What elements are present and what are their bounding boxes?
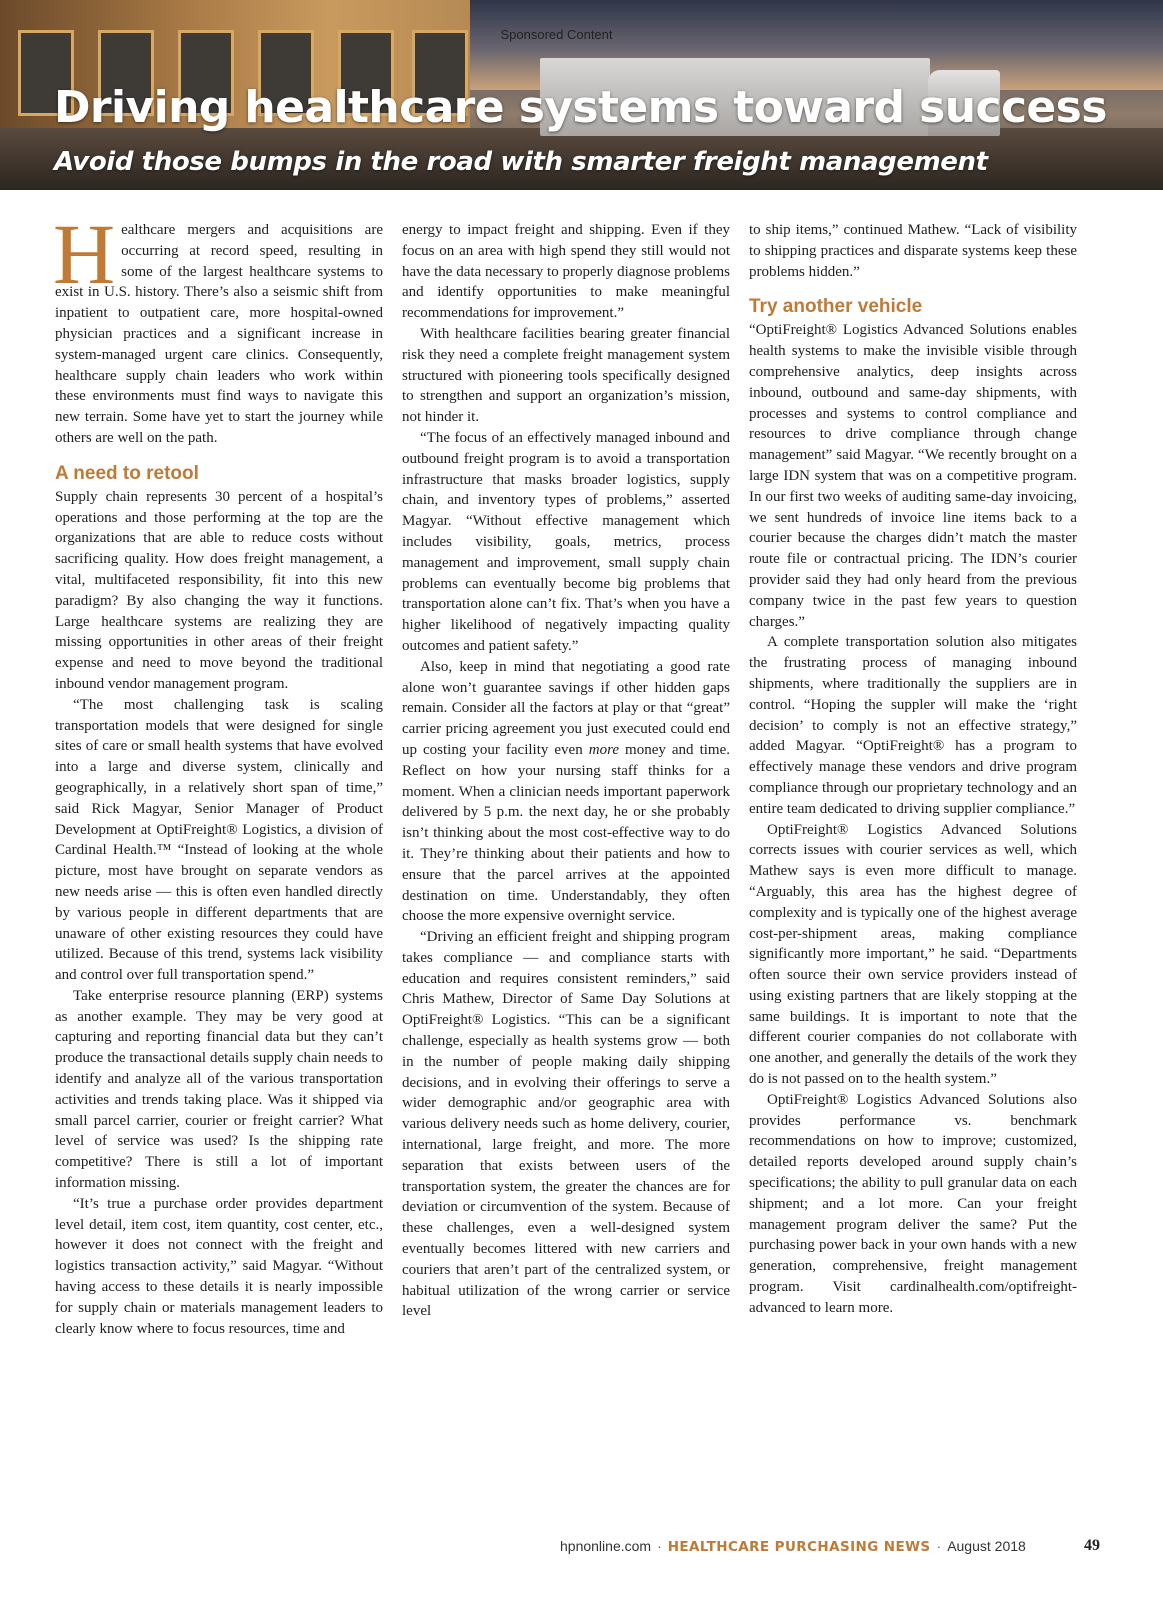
page-footer bbox=[560, 1538, 1100, 1555]
footer-site-link[interactable]: hpnonline.com bbox=[560, 1538, 652, 1554]
issue-date: August 2018 bbox=[947, 1538, 1026, 1554]
paragraph: Healthcare mergers and acquisitions are occurring at record speed, resulting in some of the largest healthcare systems to exist in U.S. history. There’s also a seismic shift from inpatient to outpatient care, more hospital-owned physician practices and a significant increase in system-managed urgent care clinics. Consequently, healthcare supply chain leaders who work within these environments must find ways to navigate this new terrain. Some have yet to start the journey while others are well on the path. bbox=[53, 206, 383, 446]
paragraph: “OptiFreight® Logistics Advanced Solutions enables health systems to make the invisible visible through comprehensive analytics, deep insights across inbound, outbound and same-day shipments, with processes and systems to control compliance and resources to drive compliance through change management” said Magyar. “We recently brought on a large IDN system that was on a competitive program. In our first two weeks of auditing same-day invoicing, we sent hundreds of invoice line items back to a courier because the charges didn’t match the master route file or contractual pricing. The IDN’s courier provider said they had only heard from the previous company twice in the past few years to question charges.” bbox=[749, 322, 1077, 630]
paragraph: “The focus of an effectively managed inbound and outbound freight program is to avoid a transportation infrastructure that masks broader logistics, supply chain, and inventory types of problems,” asserted Magyar. “Without effective management which includes visibility, goals, metrics, process management and improvement, small supply chain problems can eventually become big problems that transportation alone can’t fix. That’s when you have a higher likelihood of negatively impacting quality outcomes and patient safety.” bbox=[402, 429, 730, 654]
sponsored-label: Sponsored Content bbox=[500, 27, 613, 42]
paragraph: With healthcare facilities bearing greater financial risk they need a complete freight management system structured with pioneering tools specifically designed to strengthen and support an organization’s mission, not hinder it. bbox=[402, 325, 730, 426]
page-number: 49 bbox=[1084, 1537, 1100, 1554]
paragraph: “Driving an efficient freight and shipping program takes compliance — and compliance starts with education and requires consistent reminders,” said Chris Mathew, Director of Same Day Solutions at OptiFreight® Logistics. “This can be a significant challenge, especially as health systems grow — both in the number of people making daily shipping decisions, and in evolving their offerings to serve a wider demographic and/or geographic area with various delivery needs such as home delivery, courier, international, large freight, and more. The more separation that exists between users of the transportation system, the greater the chances are for deviation or circumvention of the system. Because of these challenges, even a well-designed system eventually becomes littered with new carriers and couriers that aren’t part of the centralized system, or habitual utilization of the wrong carrier or service level bbox=[402, 929, 730, 1320]
drop-cap: H bbox=[53, 206, 116, 302]
publication-name: HEALTHCARE PURCHASING NEWS bbox=[667, 1539, 931, 1555]
emphasis: more bbox=[588, 741, 620, 758]
paragraph: Also, keep in mind that negotiating a good rate alone won’t guarantee savings if other hidden gaps remain. Consider all the factors at play or that “great” carrier pricing agreement you just executed could end up costing your facility even more money and time. Reflect on how your nursing staff thinks for a moment. When a clinician needs important paperwork delivered by 5 p.m. the next day, he or she probably isn’t thinking about the most cost-effective way to do it. They’re thinking about their patients and how to ensure that the parcel arrives at the appointed destination on time. Understandably, they often choose the more expensive overnight service. bbox=[402, 658, 730, 925]
column-3 bbox=[749, 220, 1077, 1319]
footer-separator: · bbox=[936, 1538, 942, 1554]
article-subtitle: Avoid those bumps in the road with smarter freight management bbox=[54, 147, 988, 177]
article-title: Driving healthcare systems toward success bbox=[54, 82, 1107, 133]
header-banner bbox=[0, 0, 1163, 190]
paragraph: to ship items,” continued Mathew. “Lack of visibility to shipping practices and disparate systems keep these problems hidden.” bbox=[749, 222, 1077, 280]
paragraph: OptiFreight® Logistics Advanced Solutions corrects issues with courier services as well, which Mathew says is even more difficult to manage. “Arguably, this area has the highest degree of complexity and is typically one of the highest average cost-per-shipment areas, making compliance significantly more important,” he said. “Departments often source their own service providers instead of using existing partners that are likely stopping at the same buildings. It is important to note that the different courier companies do not collaborate with one another, and generally the details of the work they do is not passed on to the health system.” bbox=[749, 821, 1077, 1088]
paragraph: Supply chain represents 30 percent of a hospital’s operations and those performing at the top are the organizations that are able to reduce costs without sacrificing quality. How does freight management, a vital, multifaceted responsibility, fit into this new paradigm? By also changing the way it functions. Large healthcare systems are realizing they are missing opportunities in other areas of their freight expense and need to move beyond the traditional inbound vendor management program. bbox=[55, 488, 383, 692]
column-1 bbox=[53, 206, 383, 1339]
paragraph: energy to impact freight and shipping. Even if they focus on an area with high spend they still would not have the data necessary to properly diagnose problems and identify opportunities to make meaningful recommendations for improvement.” bbox=[402, 222, 730, 322]
paragraph: A complete transportation solution also mitigates the frustrating process of managing inbound shipments, where traditionally the suppliers are in control. “Hoping the suppler will make the ‘right decision’ to comply is not an effective strategy,” added Magyar. “OptiFreight® has a program to effectively manage these vendors and drive program compliance through our proprietary technology and an entire team dedicated to driving supplier compliance.” bbox=[749, 634, 1077, 817]
column-2 bbox=[402, 220, 730, 1322]
section-heading: Try another vehicle bbox=[749, 296, 923, 318]
footer-separator: · bbox=[657, 1538, 662, 1554]
paragraph: “It’s true a purchase order provides department level detail, item cost, item quantity, cost center, etc., however it does not connect with the freight and logistics transaction activity,” said Magyar. “Without having access to these details it is nearly impossible for supply chain or materials management leaders to clearly know where to focus resources, time and bbox=[55, 1195, 383, 1337]
paragraph: OptiFreight® Logistics Advanced Solutions also provides performance vs. benchmark recommendations on how to improve; customized, detailed reports developed around supply chain’s specifications; the ability to pull granular data on each shipment; and a lot more. Can your freight management program deliver the same? Put the purchasing power back in your own hands with a new generation, comprehensive, freight management program. Visit cardinalhealth.com/optifreight-advanced to learn more. bbox=[749, 1091, 1077, 1316]
section-heading: A need to retool bbox=[55, 462, 199, 484]
paragraph: “The most challenging task is scaling transportation models that were designed for single sites of care or small health systems that have evolved into a large and diverse system, clinically and geographically, in a relatively short span of time,” said Rick Magyar, Senior Manager of Product Development at OptiFreight® Logistics, a division of Cardinal Health.™ “Instead of looking at the whole picture, most have brought on separate vendors as new needs arise — this is often even handled directly by various people in different departments that are unaware of other existing resources they could have utilized. Because of this trend, systems lack visibility and control over full transportation spend.” bbox=[55, 696, 383, 984]
paragraph: Take enterprise resource planning (ERP) systems as another example. They may be very good at capturing and reporting financial data but they can’t produce the transactional details supply chain needs to identify and analyze all of the various transportation activities and trends taking place. Was it shipped via small parcel carrier, courier or freight carrier? What level of service was used? Is the shipping rate competitive? There is still a lot of important information missing. bbox=[55, 987, 383, 1192]
